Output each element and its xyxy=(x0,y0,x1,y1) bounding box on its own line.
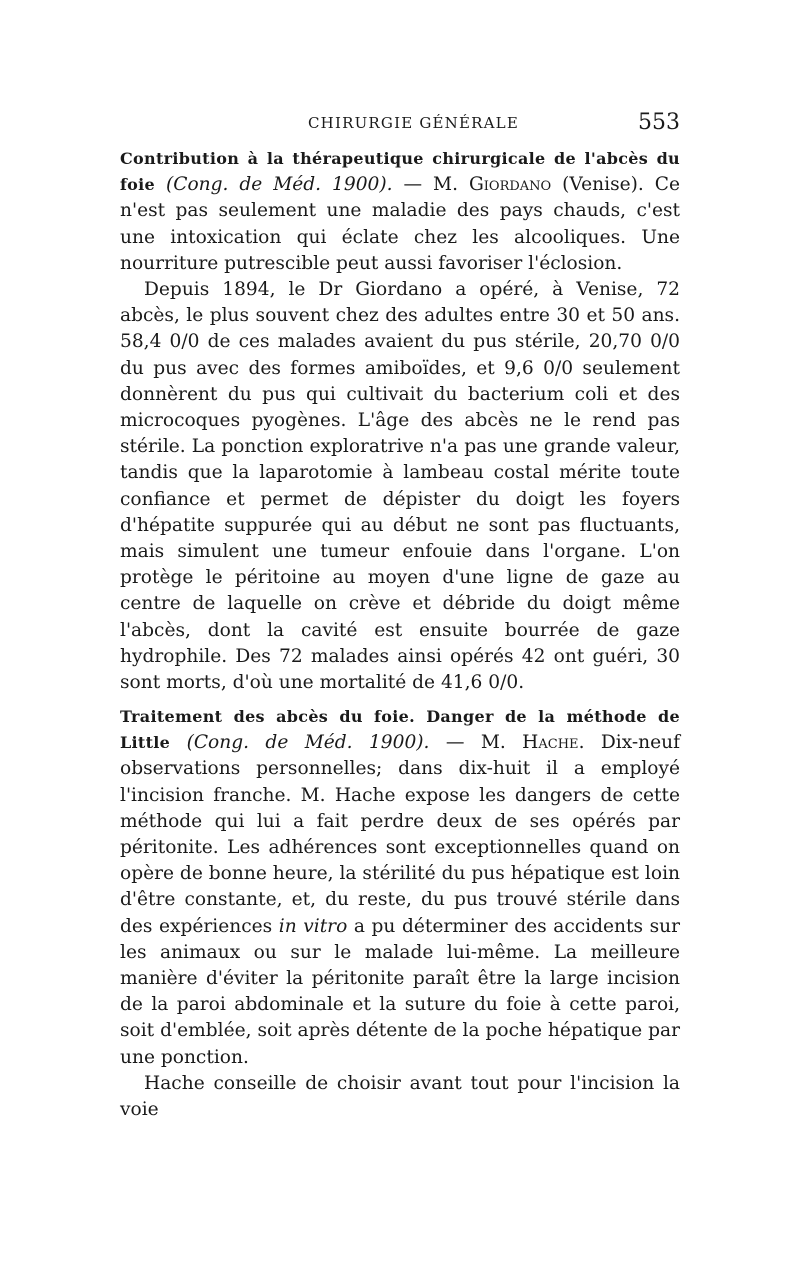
article-2-body-1b: a pu déterminer des accidents sur les animaux ou sur le malade lui-même. La meilleure manière d'éviter la péritonite paraît être la large incision de la paroi abdominale et la suture du foie à cette paroi, soit d'emblée, soit après détente de la poche hépatique par une ponction. xyxy=(120,915,680,1068)
article-2-in-vitro: in vitro xyxy=(278,915,348,937)
article-hache xyxy=(120,704,680,1123)
article-giordano xyxy=(120,146,680,696)
article-2-author: Hache xyxy=(522,732,579,754)
page-number: 553 xyxy=(638,110,680,135)
article-2-body-1a: . Dix-neuf observations personnelles; dans dix-huit il a employé l'incision franche. M. Hache expose les dangers de cette méthode qui lui a fait perdre deux de ses opérés par péritonite. Les adhérences sont exceptionnelles quand on opère de bonne heure, la stérilité du pus hépatique est loin d'être constante, et, du reste, du pus trouvé stérile dans des expériences xyxy=(120,732,680,937)
article-2-paragraph-2: Hache conseille de choisir avant tout pour l'incision la voie xyxy=(120,1072,680,1121)
article-1-citation: (Cong. de Méd. 1900). xyxy=(165,174,393,196)
article-2-paragraph-1 xyxy=(120,704,680,1071)
article-2-title: Traitement des abcès du foie. Danger de la méthode de Little xyxy=(120,707,680,753)
article-1-author: Giordano xyxy=(468,174,552,196)
article-1-title: Contribution à la thérapeutique chirurgicale de l'abcès du foie xyxy=(120,149,680,195)
article-1-author-place: (Venise). xyxy=(551,174,644,196)
article-1-paragraph-2: Depuis 1894, le Dr Giordano a opéré, à Venise, 72 abcès, le plus souvent chez des adultes entre 30 et 50 ans. 58,4 0/0 de ces malades avaient du pus stérile, 20,70 0/0 du pus avec des formes amiboïdes, et 9,6 0/0 seulement donnèrent du pus qui cultivait du bacterium coli et des microcoques pyogènes. L'âge des abcès ne le rend pas stérile. La ponction exploratrive n'a pas une grande valeur, tandis que la laparotomie à lambeau costal mérite toute confiance et permet de dépister du doigt les foyers d'hépatite suppurée qui au début ne sont pas fluctuants, mais simulent une tumeur enfouie dans l'organe. L'on protège le péritoine au moyen d'une ligne de gaze au centre de laquelle on crève et débride du doigt même l'abcès, dont la cavité est ensuite bourrée de gaze hydrophile. Des 72 malades ainsi opérés 42 ont guéri, 30 sont morts, d'où une mortalité de 41,6 0/0. xyxy=(120,279,680,694)
article-1-paragraph-1 xyxy=(120,146,680,277)
running-title: CHIRURGIE GÉNÉRALE xyxy=(308,114,519,132)
running-head xyxy=(120,110,680,140)
article-1-body-1: Ce n'est pas seulement une maladie des pays chauds, c'est une intoxication qui éclate chez les alcooliques. Une nourriture putrescible peut aussi favoriser l'éclosion. xyxy=(120,174,680,274)
article-2-citation: (Cong. de Méd. 1900). xyxy=(186,732,430,754)
article-2-dash: — M. xyxy=(429,732,523,754)
article-1-dash: — M. xyxy=(392,174,469,196)
